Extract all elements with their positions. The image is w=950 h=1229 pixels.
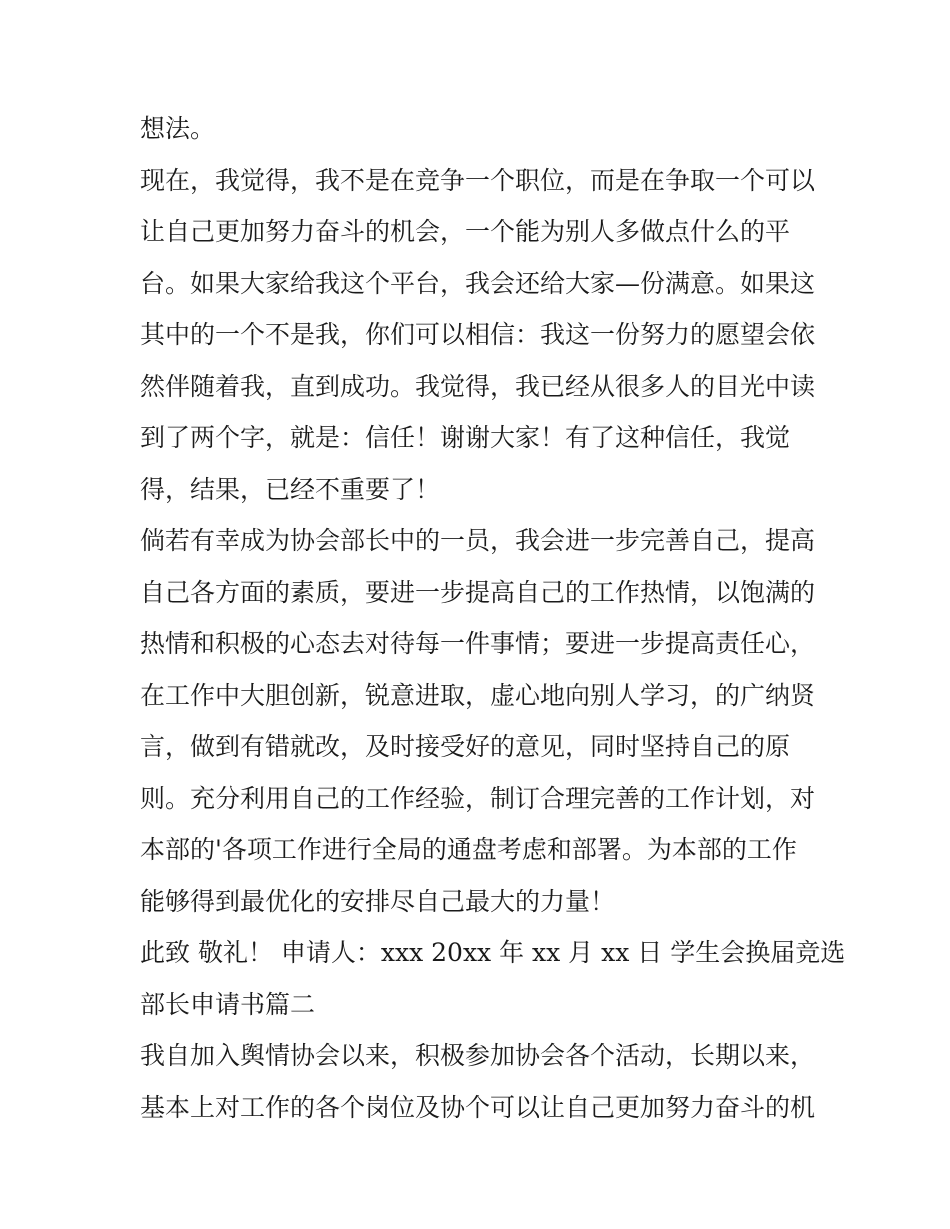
text-line: 能够得到最优化的安排尽自己最大的力量！ [140,886,616,916]
text-line: 台。如果大家给我这个平台，我会还给大家—份满意。如果这 [140,268,816,298]
paragraph-3 [140,515,815,927]
text-line: 热情和积极的心态去对待每一件事情；要进一步提高责任心， [140,629,816,658]
paragraph-2 [140,155,815,516]
paragraph-5 [140,1030,815,1133]
text-line: 然伴随着我，直到成功。我觉得，我已经从很多人的目光中读 [140,371,816,401]
text-line: 我自加入舆情协会以来，积极参加协会各个活动，长期以来， [140,1041,816,1070]
text-line: 此致 敬礼！ 申请人：xxx 20xx 年 xx 月 xx 日 学生会换届竞选 [140,938,846,967]
text-line: 基本上对工作的各个岗位及协个可以让自己更加努力奋斗的机 [140,1092,816,1122]
text-line: 让自己更加努力奋斗的机会，一个能为别人多做点什么的平 [140,217,791,246]
text-line: 言，做到有错就改，及时接受好的意见，同时坚持自己的原 [140,732,791,761]
text-line: 想法。 [140,114,216,143]
text-line: 在工作中大胆创新，锐意进取，虚心地向别人学习，的广纳贤 [140,680,816,710]
text-line: 自己各方面的素质，要进一步提高自己的工作热情，以饱满的 [140,577,816,607]
paragraph-4 [140,927,846,1030]
document-body [140,103,846,1133]
text-line: 现在，我觉得，我不是在竞争一个职位，而是在争取一个可以 [140,165,816,195]
text-line: 本部的'各项工作进行全局的通盘考虑和部署。为本部的工作 [140,835,797,864]
text-line: 其中的一个不是我，你们可以相信：我这一份努力的愿望会依 [140,320,816,349]
paragraph-1 [140,103,815,155]
text-line: 倘若有幸成为协会部长中的一员，我会进一步完善自己，提高 [140,526,816,555]
text-line: 到了两个字，就是：信任！谢谢大家！有了这种信任，我觉 [140,423,791,452]
text-line: 得，结果，已经不重要了！ [140,474,441,504]
text-line: 部长申请书篇二 [140,989,316,1019]
text-line: 则。充分利用自己的工作经验，制订合理完善的工作计划，对 [140,783,816,813]
